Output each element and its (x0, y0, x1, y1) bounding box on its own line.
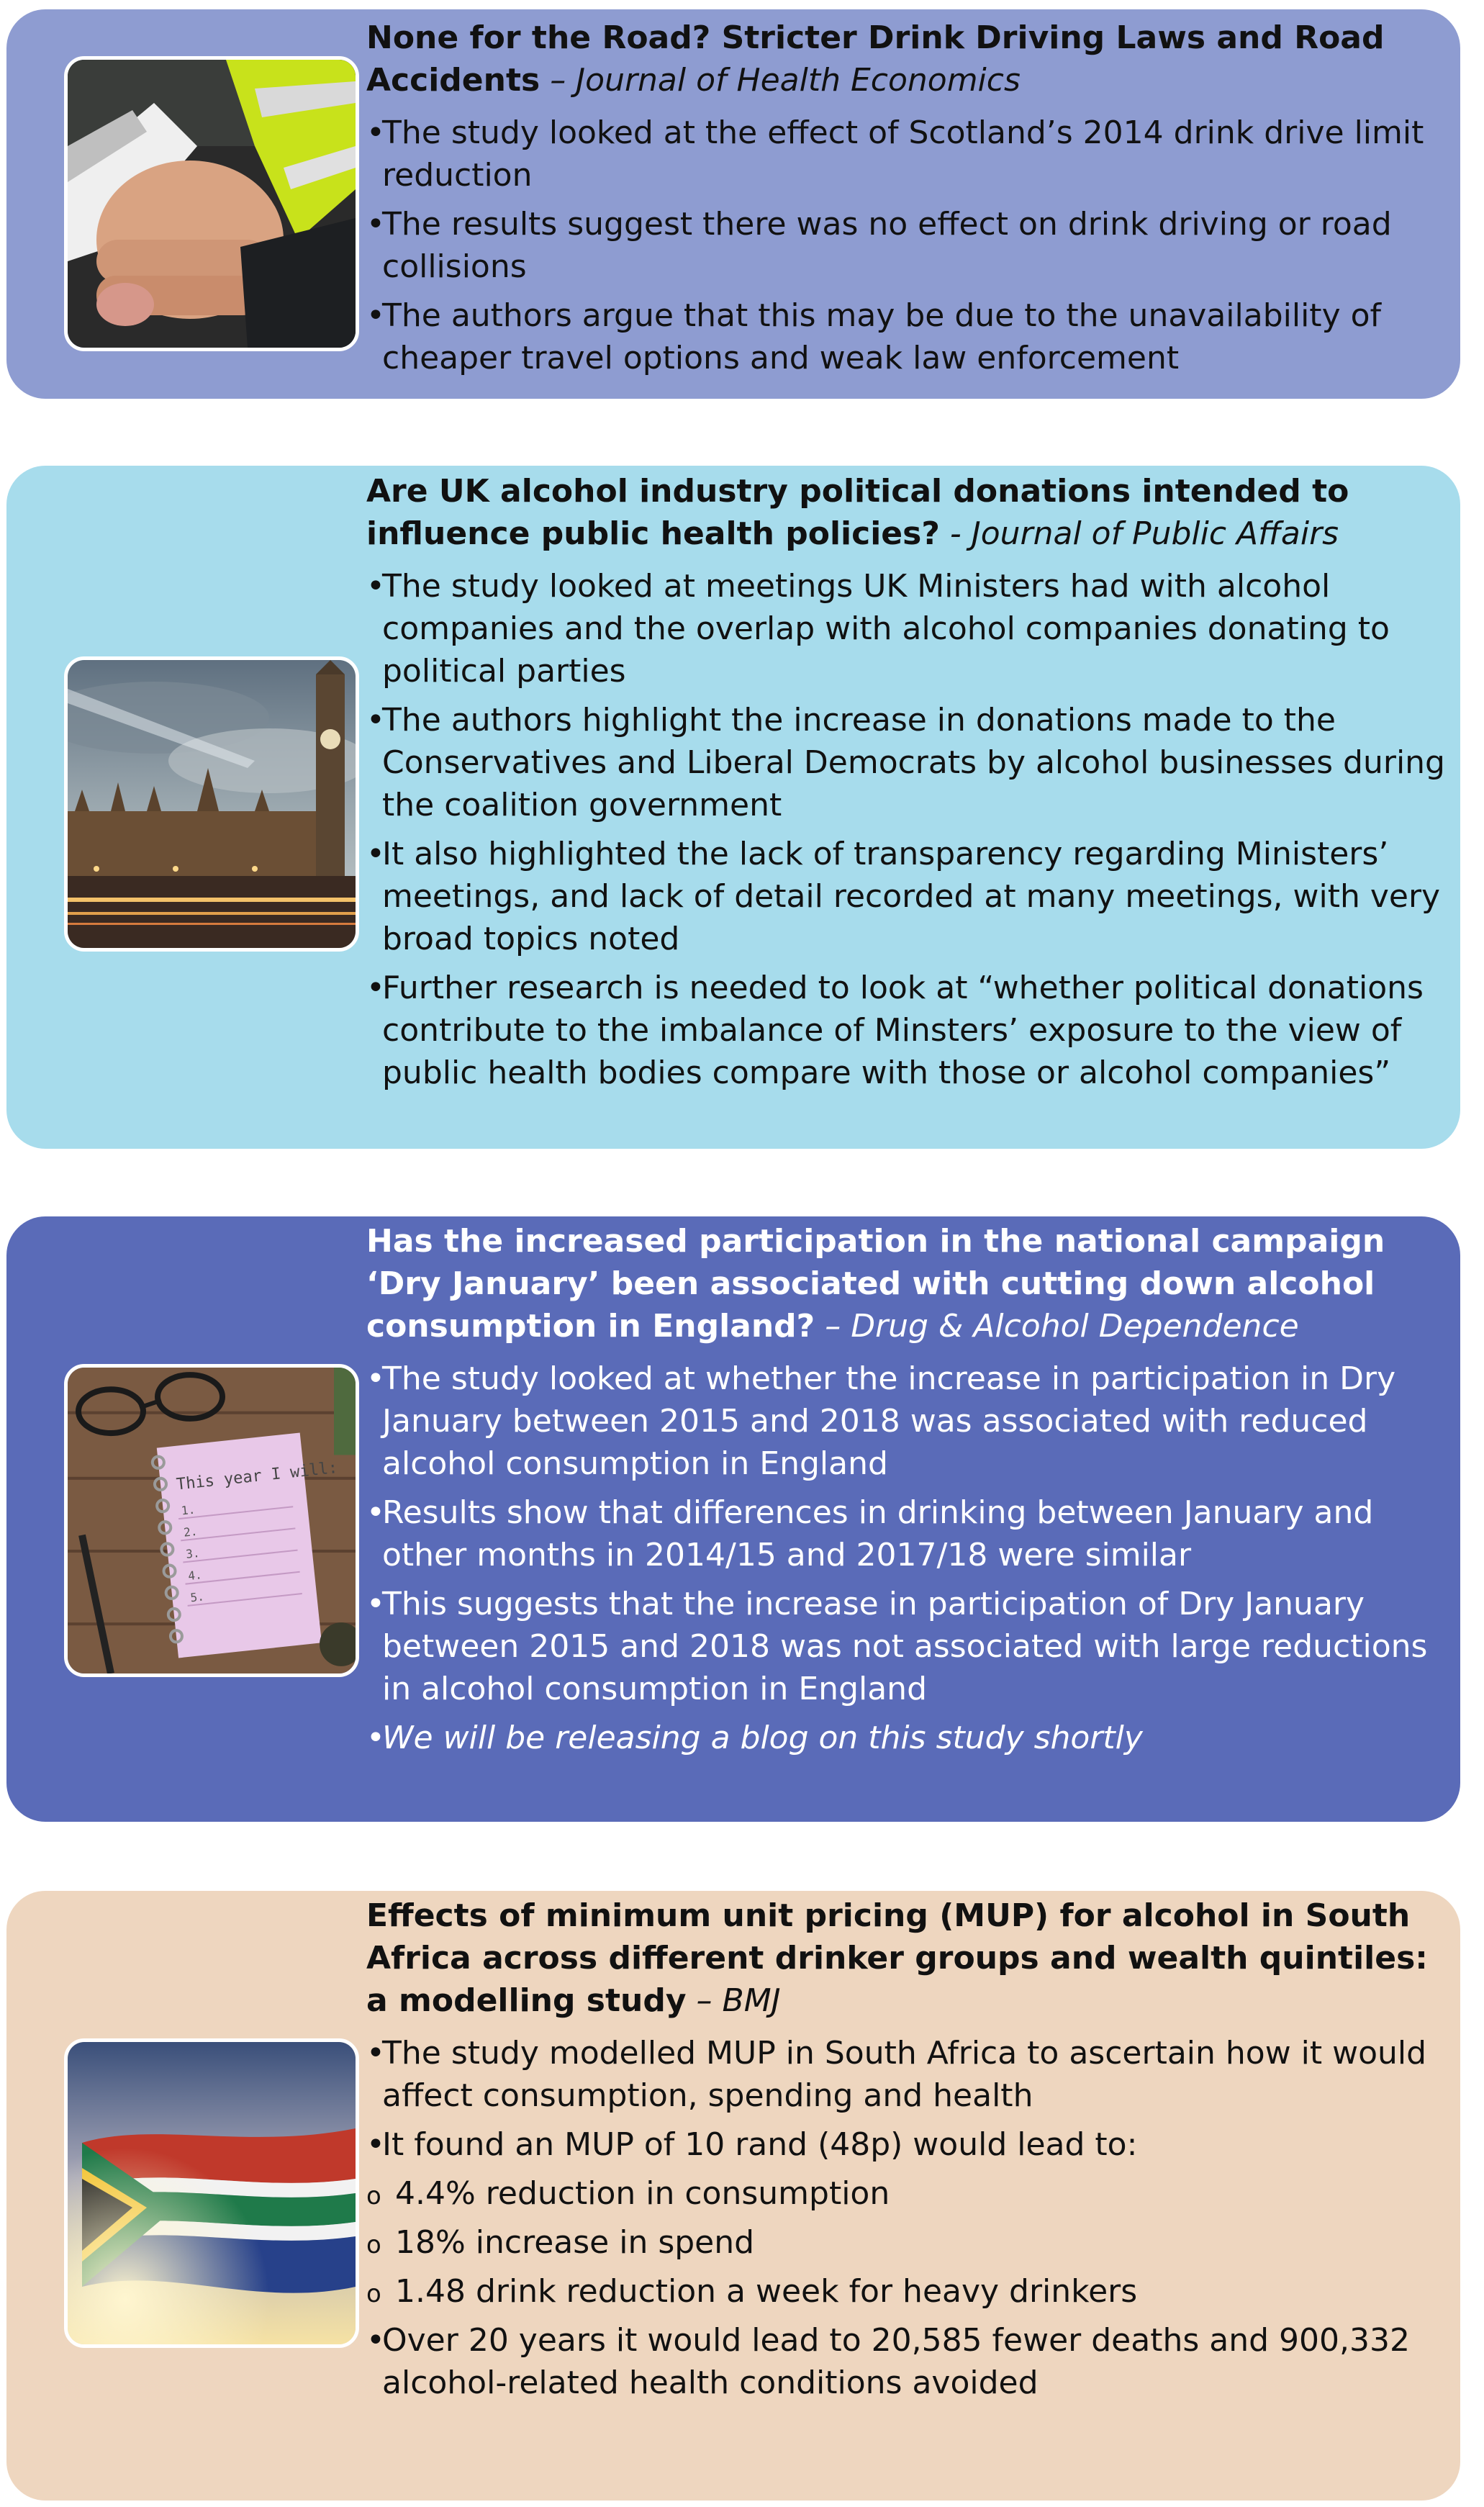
bullet-item: • Over 20 years it would lead to 20,585 fewer deaths and 900,332 alcohol-related health conditions avoided (366, 2319, 1446, 2404)
article-card-dry-january (6, 1216, 1460, 1822)
notebook-line-number: 1. (181, 1502, 196, 1518)
notebook-line-number: 4. (187, 1568, 203, 1584)
notebook-line-number: 3. (185, 1545, 201, 1561)
bullet-list (366, 112, 1446, 379)
notebook-heading: This year I will: (175, 1458, 339, 1494)
journal-name: – BMJ (696, 1982, 781, 2019)
bullet-item: • This suggests that the increase in participation of Dry January between 2015 and 2018 was not associated with large reductions in alcohol consumption in England (366, 1583, 1446, 1710)
notebook-line-number: 2. (183, 1524, 199, 1540)
article-title-block (366, 1894, 1446, 2022)
journal-name: – Journal of Health Economics (550, 62, 1021, 99)
notebook-line-number: 5. (189, 1589, 205, 1605)
south-africa-flag-image (64, 2038, 359, 2348)
article-card-political-donations (6, 466, 1460, 1149)
breathalyser-image (64, 56, 359, 351)
journal-name: - Journal of Public Affairs (949, 515, 1339, 552)
bullet-item: • The study looked at meetings UK Ministers had with alcohol companies and the overlap with alcohol companies donating to political parties (366, 565, 1446, 692)
bullet-list (366, 565, 1446, 1094)
article-card-minimum-unit-pricing (6, 1891, 1460, 2501)
bullet-item: • The study looked at whether the increase in participation in Dry January between 2015 and 2018 was associated with reduced alcohol consumption in England (366, 1358, 1446, 1485)
article-content (366, 470, 1446, 1101)
parliament-image (64, 656, 359, 952)
article-title: None for the Road? Stricter Drink Driving Laws and Road Accidents (366, 19, 1385, 99)
sub-bullet-item: o 4.4% reduction in consumption (366, 2172, 1446, 2215)
bullet-item-blog-note: • We will be releasing a blog on this study shortly (366, 1717, 1446, 1759)
bullet-item: • It also highlighted the lack of transparency regarding Ministers’ meetings, and lack of detail recorded at many meetings, with very broad topics noted (366, 833, 1446, 960)
bullet-list (366, 2032, 1446, 2404)
article-content (366, 1220, 1446, 1766)
bullet-item: • The authors highlight the increase in donations made to the Conservatives and Liberal Democrats by alcohol businesses during the coalition government (366, 699, 1446, 826)
article-title-block (366, 470, 1446, 555)
article-title: Effects of minimum unit pricing (MUP) for alcohol in South Africa across different drinker groups and wealth quintiles: a modelling study (366, 1897, 1428, 2019)
article-title-block (366, 1220, 1446, 1347)
article-card-drink-driving (6, 9, 1460, 399)
article-title-block (366, 17, 1446, 101)
bullet-item: • The authors argue that this may be due to the unavailability of cheaper travel options and weak law enforcement (366, 294, 1446, 379)
sub-bullet-item: o 1.48 drink reduction a week for heavy drinkers (366, 2270, 1446, 2313)
article-content (366, 1894, 1446, 2411)
bullet-item: • Further research is needed to look at “whether political donations contribute to the imbalance of Minsters’ exposure to the view of public health bodies compare with those or alcohol companies” (366, 967, 1446, 1094)
bullet-item: • It found an MUP of 10 rand (48p) would lead to: (366, 2123, 1446, 2166)
bullet-list (366, 1358, 1446, 1759)
journal-name: – Drug & Alcohol Dependence (825, 1308, 1299, 1345)
bullet-item: • The results suggest there was no effect on drink driving or road collisions (366, 203, 1446, 288)
sub-bullet-item: o 18% increase in spend (366, 2221, 1446, 2264)
bullet-item: • The study modelled MUP in South Africa to ascertain how it would affect consumption, spending and health (366, 2032, 1446, 2117)
bullet-item: • Results show that differences in drinking between January and other months in 2014/15 and 2017/18 were similar (366, 1491, 1446, 1576)
article-title: Has the increased participation in the national campaign ‘Dry January’ been associated with cutting down alcohol consumption in England? (366, 1223, 1385, 1345)
bullet-item: • The study looked at the effect of Scotland’s 2014 drink drive limit reduction (366, 112, 1446, 197)
notebook-image (64, 1364, 359, 1677)
article-content (366, 17, 1446, 386)
article-title: Are UK alcohol industry political donations intended to influence public health policies? (366, 473, 1349, 552)
